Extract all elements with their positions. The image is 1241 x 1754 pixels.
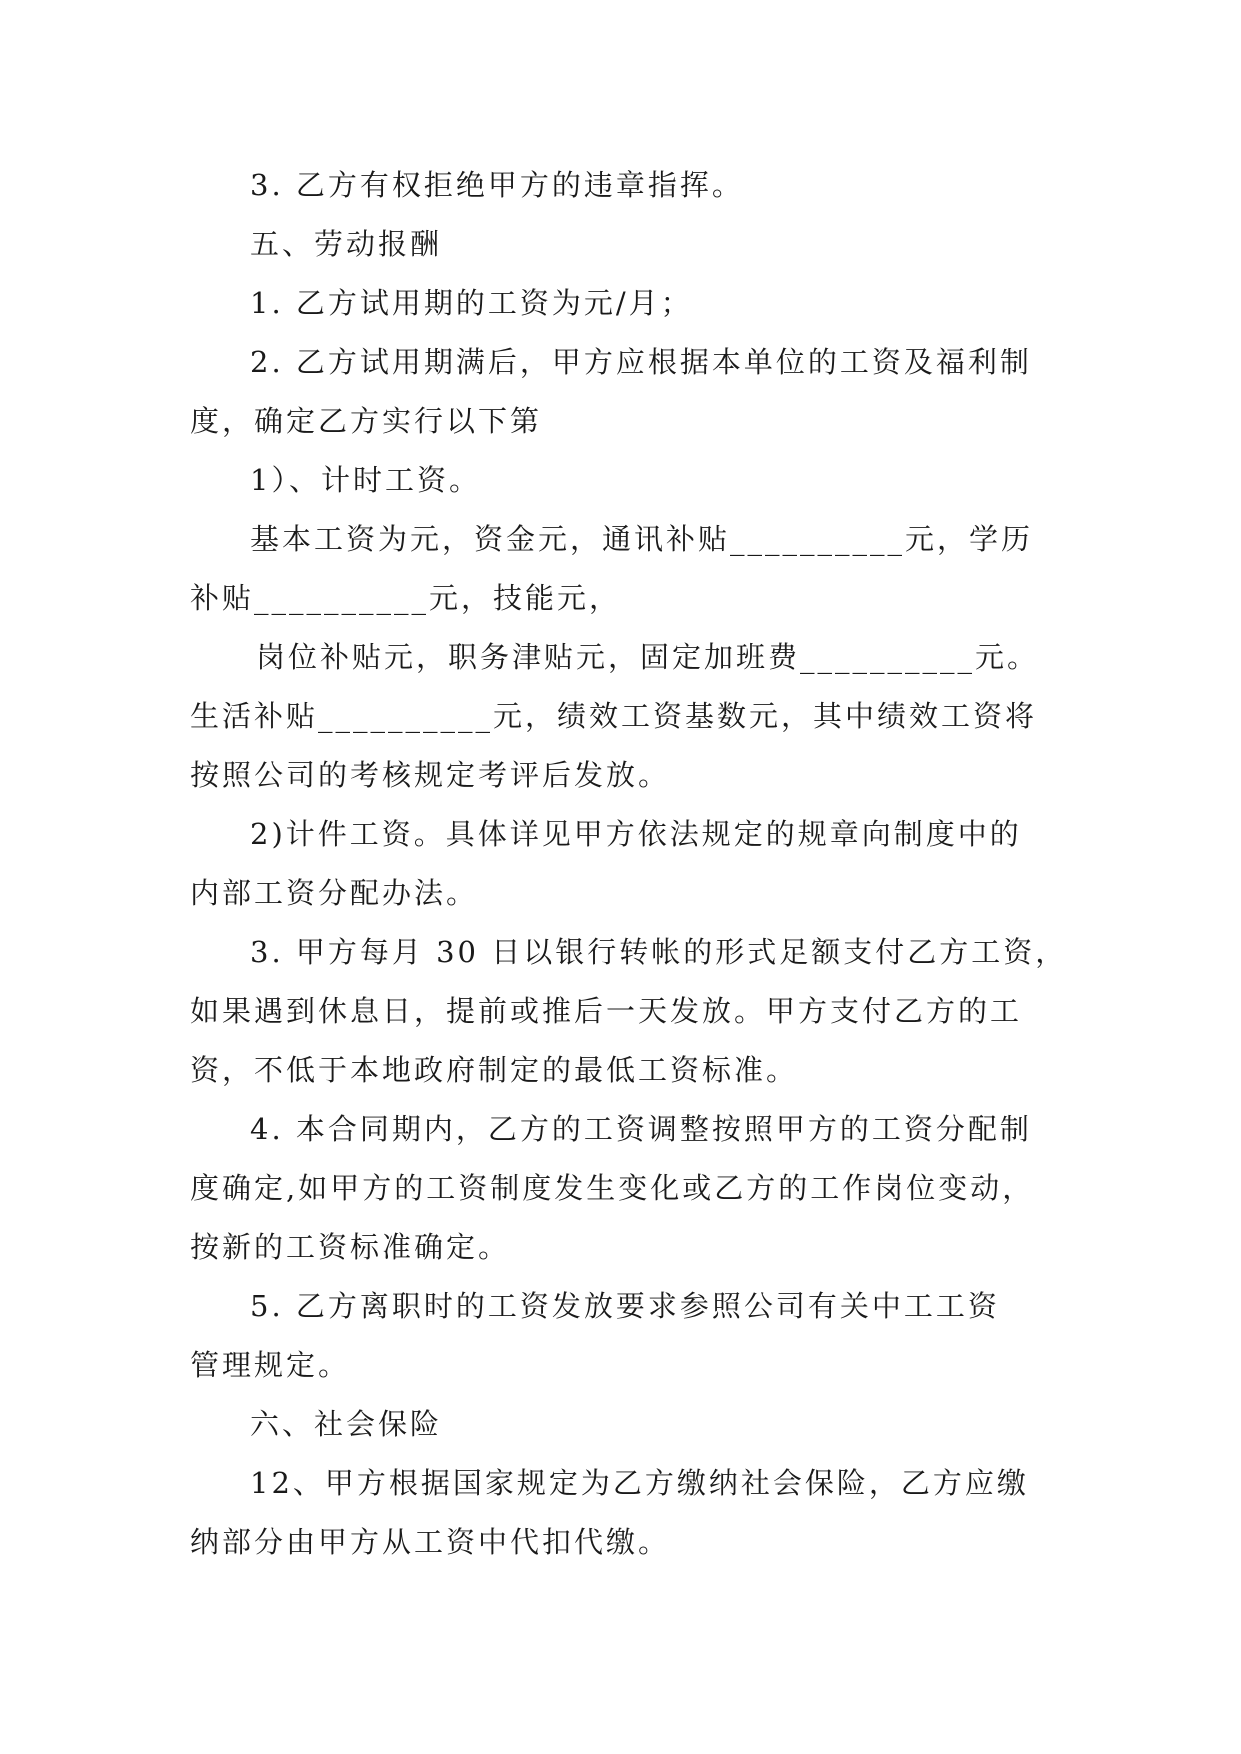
clause-6-12 xyxy=(190,1454,1050,1572)
clause-5-5 xyxy=(190,1277,1050,1395)
text-line: 2)计件工资。具体详见甲方依法规定的规章向制度中的 xyxy=(250,817,1022,851)
section-heading-6 xyxy=(190,1395,1050,1454)
text-line: 内部工资分配办法。 xyxy=(190,876,479,910)
text-line: 12、甲方根据国家规定为乙方缴纳社会保险，乙方应缴 xyxy=(250,1466,1029,1500)
text-line: 基本工资为元，资金元，通讯补贴__________元，学历 xyxy=(250,522,1034,556)
text-line: 度，确定乙方实行以下第 xyxy=(190,404,543,438)
text-line: 管理规定。 xyxy=(190,1348,351,1382)
text-line: 生活补贴__________元，绩效工资基数元，其中绩效工资将 xyxy=(190,699,1038,733)
clause-5-4 xyxy=(190,1100,1050,1277)
subclause-piece-wage xyxy=(190,805,1050,923)
text-line: 5. 乙方离职时的工资发放要求参照公司有关中工工资 xyxy=(250,1289,1000,1323)
text-line: 补贴__________元，技能元， xyxy=(190,581,622,615)
text-line: 3. 乙方有权拒绝甲方的违章指挥。 xyxy=(250,168,744,202)
text-line: 4. 本合同期内，乙方的工资调整按照甲方的工资分配制 xyxy=(250,1112,1032,1146)
text-line: 3. 甲方每月 30 日以银行转帐的形式足额支付乙方工资， xyxy=(250,935,1068,969)
text-line: 度确定,如甲方的工资制度发生变化或乙方的工作岗位变动， xyxy=(190,1171,1035,1205)
text-line: 五、劳动报酬 xyxy=(250,227,443,261)
clause-4-3 xyxy=(190,156,1050,215)
text-line: 按照公司的考核规定考评后发放。 xyxy=(190,758,671,792)
text-line: 1）、计时工资。 xyxy=(250,463,481,497)
clause-5-1 xyxy=(190,274,1050,333)
text-line: 六、社会保险 xyxy=(250,1407,443,1441)
clause-5-2 xyxy=(190,333,1050,451)
text-line: 资，不低于本地政府制定的最低工资标准。 xyxy=(190,1053,799,1087)
text-line: 2. 乙方试用期满后，甲方应根据本单位的工资及福利制 xyxy=(250,345,1032,379)
document-body xyxy=(190,156,1068,1572)
clause-5-3 xyxy=(190,923,1068,1100)
text-line: 如果遇到休息日，提前或推后一天发放。甲方支付乙方的工 xyxy=(190,994,1023,1028)
text-line: 纳部分由甲方从工资中代扣代缴。 xyxy=(190,1525,671,1559)
allowance-paragraph xyxy=(190,628,1050,805)
subclause-hourly-wage xyxy=(190,451,1050,510)
section-heading-5 xyxy=(190,215,1050,274)
text-line: 岗位补贴元，职务津贴元，固定加班费__________元。 xyxy=(256,640,1040,674)
basic-wage-paragraph xyxy=(190,510,1050,628)
text-line: 1. 乙方试用期的工资为元/月； xyxy=(250,286,693,320)
text-line: 按新的工资标准确定。 xyxy=(190,1230,511,1264)
